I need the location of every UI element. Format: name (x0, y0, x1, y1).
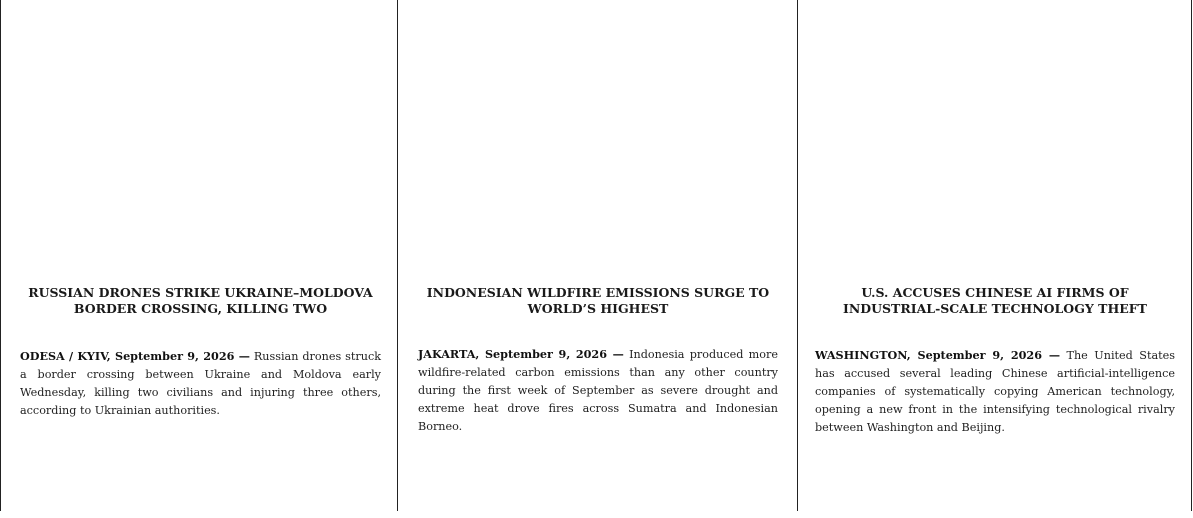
article-column-2 (397, 0, 798, 511)
article-column-1 (0, 0, 398, 511)
article-text: The United States has accused several leading Chinese artificial-intelligence companies of systematically copying American technology, opening a new front in the intensifying technological rivalry between Washington and Beijing. (815, 349, 1175, 434)
article-body (418, 345, 778, 436)
article-body (20, 347, 381, 420)
article-column-3 (797, 0, 1192, 511)
article-dateline: JAKARTA, September 9, 2026 — (418, 347, 624, 361)
article-headline: INDONESIAN WILDFIRE EMISSIONS SURGE TO WORLD’S HIGHEST (426, 285, 770, 316)
article-headline: RUSSIAN DRONES STRIKE UKRAINE–MOLDOVA BORDER CROSSING, KILLING TWO (28, 285, 373, 316)
article-text: Indonesia produced more wildfire-related carbon emissions than any other country during the first week of September as severe drought and extreme heat drove fires across Sumatra and Indonesian Borneo. (418, 348, 778, 433)
article-dateline: ODESA / KYIV, September 9, 2026 — (20, 349, 250, 363)
article-headline: U.S. ACCUSES CHINESE AI FIRMS OF INDUSTRIAL-SCALE TECHNOLOGY THEFT (843, 285, 1147, 316)
article-text: Russian drones struck a border crossing between Ukraine and Moldova early Wednesday, killing two civilians and injuring three others, according to Ukrainian authorities. (20, 350, 381, 417)
article-body (815, 346, 1175, 437)
article-dateline: WASHINGTON, September 9, 2026 — (815, 348, 1061, 362)
